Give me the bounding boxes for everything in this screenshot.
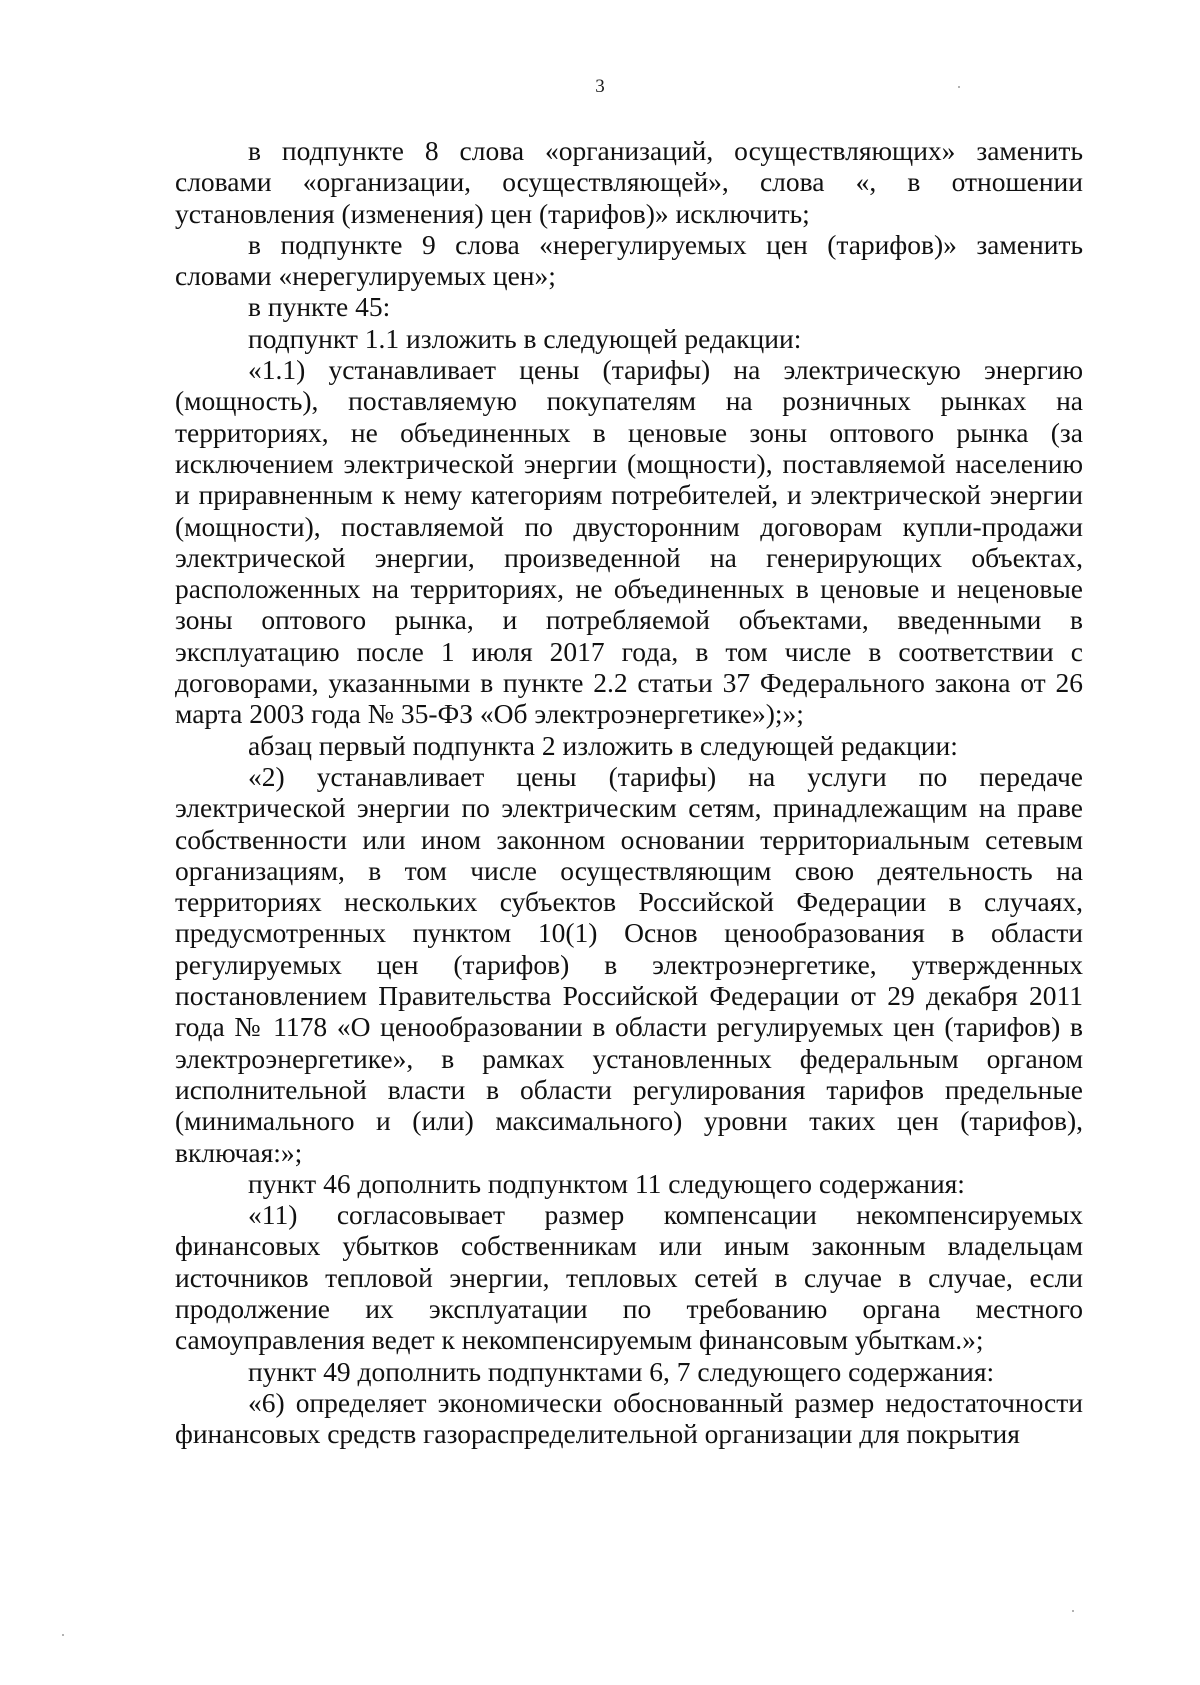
scan-speck [958,86,960,88]
document-body [175,135,1083,1449]
paragraph-point-45-intro: в пункте 45: [248,291,391,323]
paragraph-subpoint-6-text: «6) определяет экономически обоснованный размер недостаточности финансовых средств газораспределительной организации для покрытия [175,1386,1083,1450]
paragraph-subpoint-9: в подпункте 9 слова «нерегулируемых цен (тарифов)» заменить словами «нерегулируемых цен»; [175,228,1083,292]
paragraph-point-46-intro: пункт 46 дополнить подпунктом 11 следующего содержания: [248,1167,965,1199]
paragraph-subpoint-11-text: «11) согласовывает размер компенсации некомпенсируемых финансовых убытков собственникам или иным законным владельцам источников тепловой энергии, тепловых сетей в случае в случае, если продолжение их эксплуатации по требованию органа местного самоуправления ведет к некомпенсируемым финансовым убыткам.»; [175,1199,1083,1356]
paragraph-subpoint-2-text: «2) устанавливает цены (тарифы) на услуги по передаче электрической энергии по электрическим сетям, принадлежащим на праве собственности или ином законном основании территориальным сетевым организациям, в том числе осуществляющим свою деятельность на территориях нескольких субъектов Российской Федерации в случаях, предусмотренных пунктом 10(1) Основ ценообразования в области регулируемых цен (тарифов) в электроэнергетике, утвержденных постановлением Правительства Российской Федерации от 29 декабря 2011 года № 1178 «О ценообразовании в области регулируемых цен (тарифов) в электроэнергетике», в рамках установленных федеральным органом исполнительной власти в области регулирования тарифов предельные (минимального и (или) максимального) уровни таких цен (тарифов), включая:»; [175,760,1083,1168]
paragraph-subpoint-2-intro: абзац первый подпункта 2 изложить в следующей редакции: [248,729,958,761]
page-number: 3 [595,76,605,97]
scan-speck [62,1634,64,1636]
paragraph-subpoint-1-1-text: «1.1) устанавливает цены (тарифы) на электрическую энергию (мощность), поставляемую покупателям на розничных рынках на территориях, не объединенных в ценовые зоны оптового рынка (за исключением электрической энергии (мощности), поставляемой населению и приравненным к нему категориям потребителей, и электрической энергии (мощности), поставляемой по двусторонним договорам купли-продажи электрической энергии, произведенной на генерирующих объектах, расположенных на территориях, не объединенных в ценовые и неценовые зоны оптового рынка, и потребляемой объектами, введенными в эксплуатацию после 1 июля 2017 года, в том числе в соответствии с договорами, указанными в пункте 2.2 статьи 37 Федерального закона от 26 марта 2003 года № 35-ФЗ «Об электроэнергетике»);»; [175,354,1083,730]
paragraph-subpoint-8: в подпункте 8 слова «организаций, осуществляющих» заменить словами «организации, осуществляющей», слова «, в отношении установления (изменения) цен (тарифов)» исключить; [175,135,1083,229]
paragraph-subpoint-1-1-intro: подпункт 1.1 изложить в следующей редакции: [248,322,802,354]
paragraph-point-49-intro: пункт 49 дополнить подпунктами 6, 7 следующего содержания: [248,1355,995,1387]
scan-speck [1072,1610,1074,1612]
